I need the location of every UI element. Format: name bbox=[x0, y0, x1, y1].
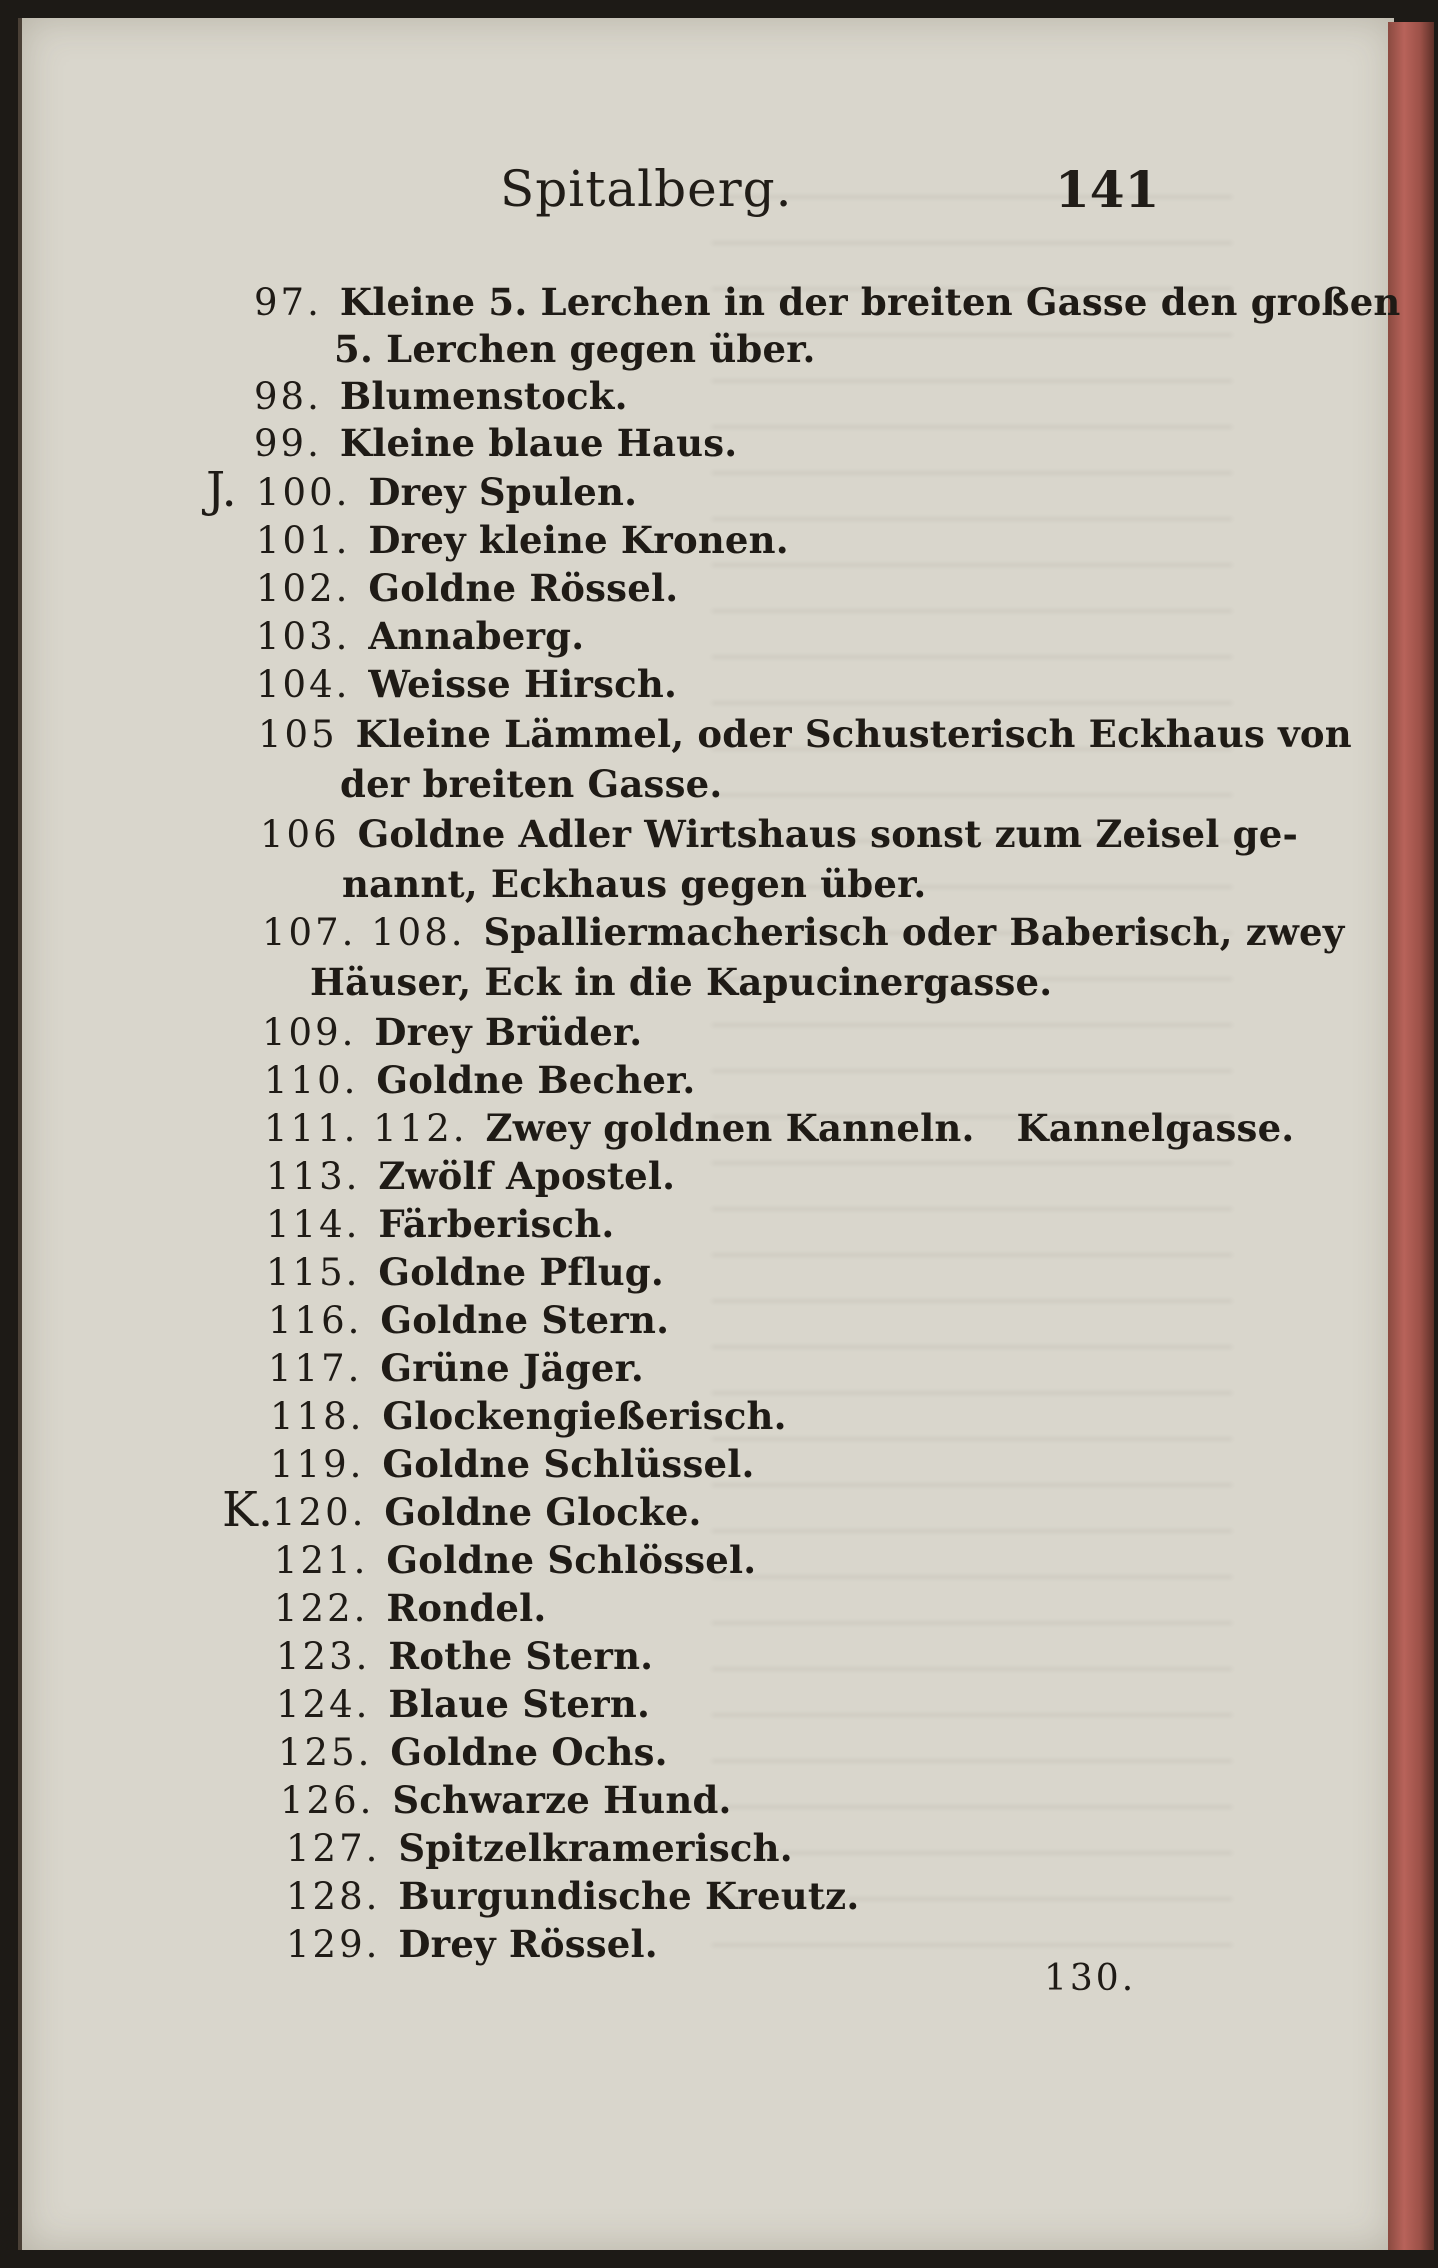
entry-number: 99. bbox=[254, 422, 322, 465]
entry-100 bbox=[256, 470, 637, 514]
entry-118 bbox=[270, 1394, 787, 1438]
entry-129 bbox=[286, 1922, 658, 1966]
entry-102 bbox=[256, 566, 678, 610]
entry-103 bbox=[256, 614, 584, 658]
entry-name: Goldne Schlüssel. bbox=[382, 1442, 755, 1486]
bleed-through-text bbox=[712, 158, 1232, 1958]
entry-120 bbox=[272, 1490, 702, 1534]
entry-number: 118. bbox=[270, 1395, 365, 1438]
entry-111-112 bbox=[264, 1106, 1294, 1150]
entry-name: Zwölf Apostel. bbox=[378, 1154, 676, 1198]
entry-name: Schwarze Hund. bbox=[392, 1778, 732, 1822]
entry-name: Goldne Becher. bbox=[376, 1058, 696, 1102]
side-note-kannelgasse: Kannelgasse. bbox=[1016, 1106, 1295, 1150]
entry-name: Goldne Glocke. bbox=[384, 1490, 702, 1534]
entry-name: Drey Rössel. bbox=[398, 1922, 658, 1966]
entry-128 bbox=[286, 1874, 859, 1918]
entry-number: 119. bbox=[270, 1443, 365, 1486]
entry-number: 111. 112. bbox=[264, 1107, 468, 1150]
entry-name: Kleine 5. Lerchen in der breiten Gasse den großen bbox=[339, 280, 1401, 324]
entry-119 bbox=[270, 1442, 755, 1486]
entry-125 bbox=[278, 1730, 668, 1774]
entry-number: 121. bbox=[274, 1539, 369, 1582]
entry-name: Blumenstock. bbox=[339, 374, 628, 418]
entry-number: 104. bbox=[256, 663, 351, 706]
entry-number: 127. bbox=[286, 1827, 381, 1870]
entry-name: Rothe Stern. bbox=[388, 1634, 654, 1678]
running-title: Spitalberg. bbox=[500, 160, 793, 218]
entry-name: Kleine blaue Haus. bbox=[339, 421, 738, 465]
section-marker-k: K. bbox=[222, 1482, 274, 1538]
entry-name: Goldne Pflug. bbox=[378, 1250, 664, 1294]
entry-105 bbox=[258, 712, 1352, 756]
entry-101 bbox=[256, 518, 789, 562]
entry-98 bbox=[254, 374, 628, 418]
section-marker-j: J. bbox=[206, 462, 237, 518]
entry-number: 128. bbox=[286, 1875, 381, 1918]
entry-109 bbox=[262, 1010, 642, 1054]
entry-number: 126. bbox=[280, 1779, 375, 1822]
entry-127 bbox=[286, 1826, 793, 1870]
entry-107-108-continued: Häuser, Eck in die Kapucinergasse. bbox=[310, 960, 1053, 1004]
entry-name: Drey kleine Kronen. bbox=[368, 518, 789, 562]
entry-number: 114. bbox=[266, 1203, 361, 1246]
entry-number: 101. bbox=[256, 519, 351, 562]
entry-97-continued: 5. Lerchen gegen über. bbox=[334, 327, 816, 371]
entry-110 bbox=[264, 1058, 695, 1102]
entry-number: 117. bbox=[268, 1347, 363, 1390]
entry-117 bbox=[268, 1346, 644, 1390]
entry-name: Zwey goldnen Kanneln. bbox=[485, 1106, 975, 1150]
entry-number: 124. bbox=[276, 1683, 371, 1726]
entry-number: 109. bbox=[262, 1011, 357, 1054]
entry-number: 98. bbox=[254, 375, 322, 418]
entry-126 bbox=[280, 1778, 732, 1822]
entry-number: 122. bbox=[274, 1587, 369, 1630]
entry-name: Rondel. bbox=[386, 1586, 547, 1630]
entry-123 bbox=[276, 1634, 653, 1678]
entry-113 bbox=[266, 1154, 675, 1198]
entry-107-108 bbox=[262, 910, 1344, 954]
entry-number: 123. bbox=[276, 1635, 371, 1678]
entry-106 bbox=[260, 812, 1298, 856]
entry-106-continued: nannt, Eckhaus gegen über. bbox=[342, 862, 927, 906]
entry-104 bbox=[256, 662, 677, 706]
page-edge-red bbox=[1388, 22, 1434, 2250]
entry-number: 125. bbox=[278, 1731, 373, 1774]
entry-number: 107. 108. bbox=[262, 911, 466, 954]
entry-name: Drey Brüder. bbox=[374, 1010, 643, 1054]
entry-number: 106 bbox=[260, 813, 340, 856]
entry-number: 110. bbox=[264, 1059, 359, 1102]
entry-name: Glockengießerisch. bbox=[382, 1394, 787, 1438]
entry-name: Blaue Stern. bbox=[388, 1682, 651, 1726]
catchword: 130. bbox=[1044, 1958, 1137, 1999]
entry-number: 120. bbox=[272, 1491, 367, 1534]
page-number: 141 bbox=[1055, 160, 1160, 219]
entry-116 bbox=[268, 1298, 669, 1342]
entry-name: Goldne Schlössel. bbox=[386, 1538, 757, 1582]
entry-name: Grüne Jäger. bbox=[380, 1346, 644, 1390]
entry-name: Annaberg. bbox=[368, 614, 585, 658]
entry-name: Drey Spulen. bbox=[368, 470, 638, 514]
entry-number: 113. bbox=[266, 1155, 361, 1198]
entry-105-continued: der breiten Gasse. bbox=[340, 762, 723, 806]
entry-number: 129. bbox=[286, 1923, 381, 1966]
entry-115 bbox=[266, 1250, 664, 1294]
entry-number: 105 bbox=[258, 713, 338, 756]
entry-number: 103. bbox=[256, 615, 351, 658]
entry-99 bbox=[254, 421, 737, 465]
entry-121 bbox=[274, 1538, 756, 1582]
entry-124 bbox=[276, 1682, 650, 1726]
entry-name: Kleine Lämmel, oder Schusterisch Eckhaus von bbox=[355, 712, 1352, 756]
entry-number: 102. bbox=[256, 567, 351, 610]
entry-114 bbox=[266, 1202, 614, 1246]
entry-name: Weisse Hirsch. bbox=[368, 662, 678, 706]
entry-name: Spitzelkramerisch. bbox=[398, 1826, 793, 1870]
entry-name: Goldne Stern. bbox=[380, 1298, 670, 1342]
entry-name: Goldne Adler Wirtshaus sonst zum Zeisel ge- bbox=[357, 812, 1298, 856]
entry-name: Goldne Ochs. bbox=[390, 1730, 668, 1774]
entry-name: Färberisch. bbox=[378, 1202, 615, 1246]
entry-number: 100. bbox=[256, 471, 351, 514]
entry-name: Burgundische Kreutz. bbox=[398, 1874, 860, 1918]
entry-number: 115. bbox=[266, 1251, 361, 1294]
entry-97 bbox=[254, 280, 1401, 324]
entry-name: Spalliermacherisch oder Baberisch, zwey bbox=[483, 910, 1345, 954]
entry-name: Goldne Rössel. bbox=[368, 566, 679, 610]
entry-122 bbox=[274, 1586, 546, 1630]
entry-number: 97. bbox=[254, 281, 322, 324]
entry-number: 116. bbox=[268, 1299, 363, 1342]
